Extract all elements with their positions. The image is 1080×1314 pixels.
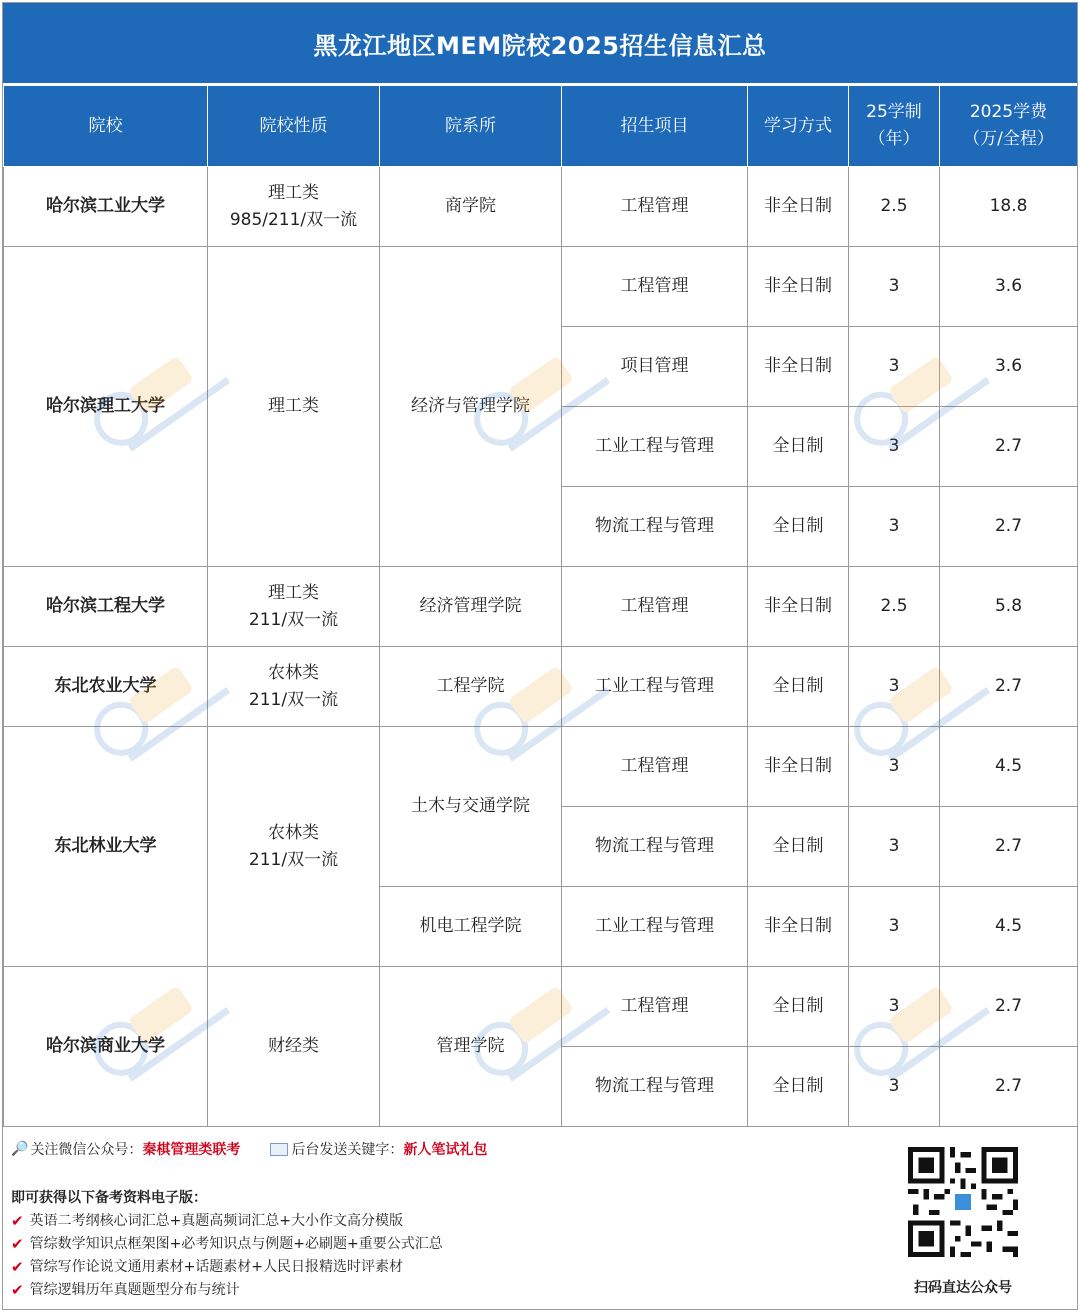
- duration-cell: 3: [849, 327, 940, 407]
- list-item: [11, 1210, 443, 1233]
- table-row: [4, 727, 1078, 807]
- mode-cell: 全日制: [748, 487, 849, 567]
- nature-type: 农林类: [268, 822, 319, 843]
- mode-cell: 非全日制: [748, 247, 849, 327]
- fee-cell: 2.7: [940, 967, 1078, 1047]
- keyword-value: 新人笔试礼包: [403, 1142, 488, 1158]
- duration-cell: 3: [849, 407, 940, 487]
- fee-cell: 18.8: [940, 167, 1078, 247]
- duration-cell: 3: [849, 967, 940, 1047]
- fee-cell: 4.5: [940, 727, 1078, 807]
- qr-caption: 扫码直达公众号: [914, 1280, 1012, 1296]
- table-row: [4, 247, 1078, 327]
- page-title: 黑龙江地区MEM院校2025招生信息汇总: [3, 3, 1077, 85]
- program-cell: 工程管理: [562, 967, 748, 1047]
- fee-cell: 3.6: [940, 247, 1078, 327]
- checkmark-icon: ✔: [11, 1281, 24, 1299]
- header-school: 院校: [4, 86, 208, 167]
- program-cell: 工程管理: [562, 247, 748, 327]
- table-row: [4, 167, 1078, 247]
- duration-cell: 3: [849, 647, 940, 727]
- nature-tier: 211/双一流: [248, 689, 339, 710]
- school-cell: 哈尔滨商业大学: [4, 967, 208, 1127]
- duration-cell: 2.5: [849, 167, 940, 247]
- magnifier-icon: 🔎: [11, 1141, 29, 1157]
- header-program: 招生项目: [562, 86, 748, 167]
- page: [2, 2, 1078, 1310]
- nature-type: 农林类: [268, 662, 319, 683]
- dept-cell: 机电工程学院: [380, 887, 562, 967]
- fee-cell: 2.7: [940, 1047, 1078, 1127]
- header-fee-line2: （万/全程）: [963, 129, 1054, 149]
- program-cell: 工业工程与管理: [562, 647, 748, 727]
- school-cell: 东北农业大学: [4, 647, 208, 727]
- header-fee-line1: 2025学费: [969, 102, 1048, 122]
- list-item-text: 管综写作论说文通用素材+话题素材+人民日报精选时评素材: [29, 1259, 404, 1275]
- duration-cell: 3: [849, 887, 940, 967]
- program-cell: 物流工程与管理: [562, 487, 748, 567]
- follow-label: 关注微信公众号：: [30, 1142, 143, 1158]
- account-name: 秦棋管理类联考: [142, 1142, 241, 1158]
- program-cell: 工业工程与管理: [562, 887, 748, 967]
- envelope-icon: [270, 1143, 288, 1156]
- header-dept: 院系所: [380, 86, 562, 167]
- nature-type: 理工类: [268, 582, 319, 603]
- mode-cell: 非全日制: [748, 887, 849, 967]
- checkmark-icon: ✔: [11, 1258, 24, 1276]
- qr-code-icon[interactable]: [908, 1147, 1018, 1257]
- follow-line: [11, 1139, 487, 1159]
- table-row: [4, 567, 1078, 647]
- list-item: [11, 1256, 443, 1279]
- header-mode: 学习方式: [748, 86, 849, 167]
- fee-cell: 2.7: [940, 487, 1078, 567]
- fee-cell: 2.7: [940, 807, 1078, 887]
- nature-tier: 211/双一流: [248, 609, 339, 630]
- dept-cell: 土木与交通学院: [380, 727, 562, 887]
- nature-cell: [208, 567, 380, 647]
- promo-footer: [3, 1127, 1077, 1309]
- keyword-label: 后台发送关键字：: [291, 1142, 404, 1158]
- program-cell: 工程管理: [562, 727, 748, 807]
- fee-cell: 2.7: [940, 407, 1078, 487]
- checkmark-icon: ✔: [11, 1212, 24, 1230]
- school-cell: 哈尔滨理工大学: [4, 247, 208, 567]
- mode-cell: 非全日制: [748, 167, 849, 247]
- dept-cell: 经济管理学院: [380, 567, 562, 647]
- table-header-row: [4, 86, 1078, 167]
- dept-cell: 经济与管理学院: [380, 247, 562, 567]
- nature-cell: [208, 647, 380, 727]
- nature-type: 财经类: [268, 1036, 319, 1056]
- nature-cell: [208, 727, 380, 967]
- mode-cell: 全日制: [748, 1047, 849, 1127]
- checkmark-icon: ✔: [11, 1235, 24, 1253]
- school-cell: 哈尔滨工程大学: [4, 567, 208, 647]
- fee-cell: 2.7: [940, 647, 1078, 727]
- table-row: [4, 967, 1078, 1047]
- fee-cell: 3.6: [940, 327, 1078, 407]
- dept-cell: 工程学院: [380, 647, 562, 727]
- header-duration: [849, 86, 940, 167]
- header-duration-line2: （年）: [868, 129, 920, 149]
- nature-cell: [208, 967, 380, 1127]
- program-cell: 工程管理: [562, 567, 748, 647]
- nature-tier: 211/双一流: [248, 849, 339, 870]
- list-item-text: 管综逻辑历年真题题型分布与统计: [29, 1282, 240, 1298]
- duration-cell: 3: [849, 487, 940, 567]
- program-cell: 物流工程与管理: [562, 1047, 748, 1127]
- mode-cell: 非全日制: [748, 727, 849, 807]
- list-item-text: 英语二考纲核心词汇总+真题高频词汇总+大小作文高分模版: [29, 1213, 404, 1229]
- header-fee: [940, 86, 1078, 167]
- program-cell: 工程管理: [562, 167, 748, 247]
- nature-type: 理工类: [268, 182, 319, 203]
- dept-cell: 管理学院: [380, 967, 562, 1127]
- duration-cell: 2.5: [849, 567, 940, 647]
- duration-cell: 3: [849, 1047, 940, 1127]
- list-item-text: 管综数学知识点框架图+必考知识点与例题+必刷题+重要公式汇总: [29, 1236, 443, 1252]
- mode-cell: 非全日制: [748, 327, 849, 407]
- mode-cell: 非全日制: [748, 567, 849, 647]
- program-cell: 工业工程与管理: [562, 407, 748, 487]
- program-cell: 物流工程与管理: [562, 807, 748, 887]
- header-nature: 院校性质: [208, 86, 380, 167]
- mode-cell: 全日制: [748, 967, 849, 1047]
- list-item: [11, 1279, 443, 1302]
- mode-cell: 全日制: [748, 647, 849, 727]
- table-row: [4, 647, 1078, 727]
- duration-cell: 3: [849, 807, 940, 887]
- resources-intro: 即可获得以下备考资料电子版：: [11, 1190, 207, 1206]
- nature-type: 理工类: [268, 396, 319, 416]
- mode-cell: 全日制: [748, 807, 849, 887]
- nature-tier: 985/211/双一流: [229, 209, 358, 230]
- mode-cell: 全日制: [748, 407, 849, 487]
- fee-cell: 5.8: [940, 567, 1078, 647]
- school-cell: 东北林业大学: [4, 727, 208, 967]
- dept-cell: 商学院: [380, 167, 562, 247]
- duration-cell: 3: [849, 247, 940, 327]
- admissions-table: [3, 85, 1078, 1127]
- program-cell: 项目管理: [562, 327, 748, 407]
- list-item: [11, 1233, 443, 1256]
- header-duration-line1: 25学制: [866, 102, 922, 122]
- duration-cell: 3: [849, 727, 940, 807]
- school-cell: 哈尔滨工业大学: [4, 167, 208, 247]
- fee-cell: 4.5: [940, 887, 1078, 967]
- nature-cell: [208, 247, 380, 567]
- nature-cell: [208, 167, 380, 247]
- resources-list: [11, 1210, 443, 1302]
